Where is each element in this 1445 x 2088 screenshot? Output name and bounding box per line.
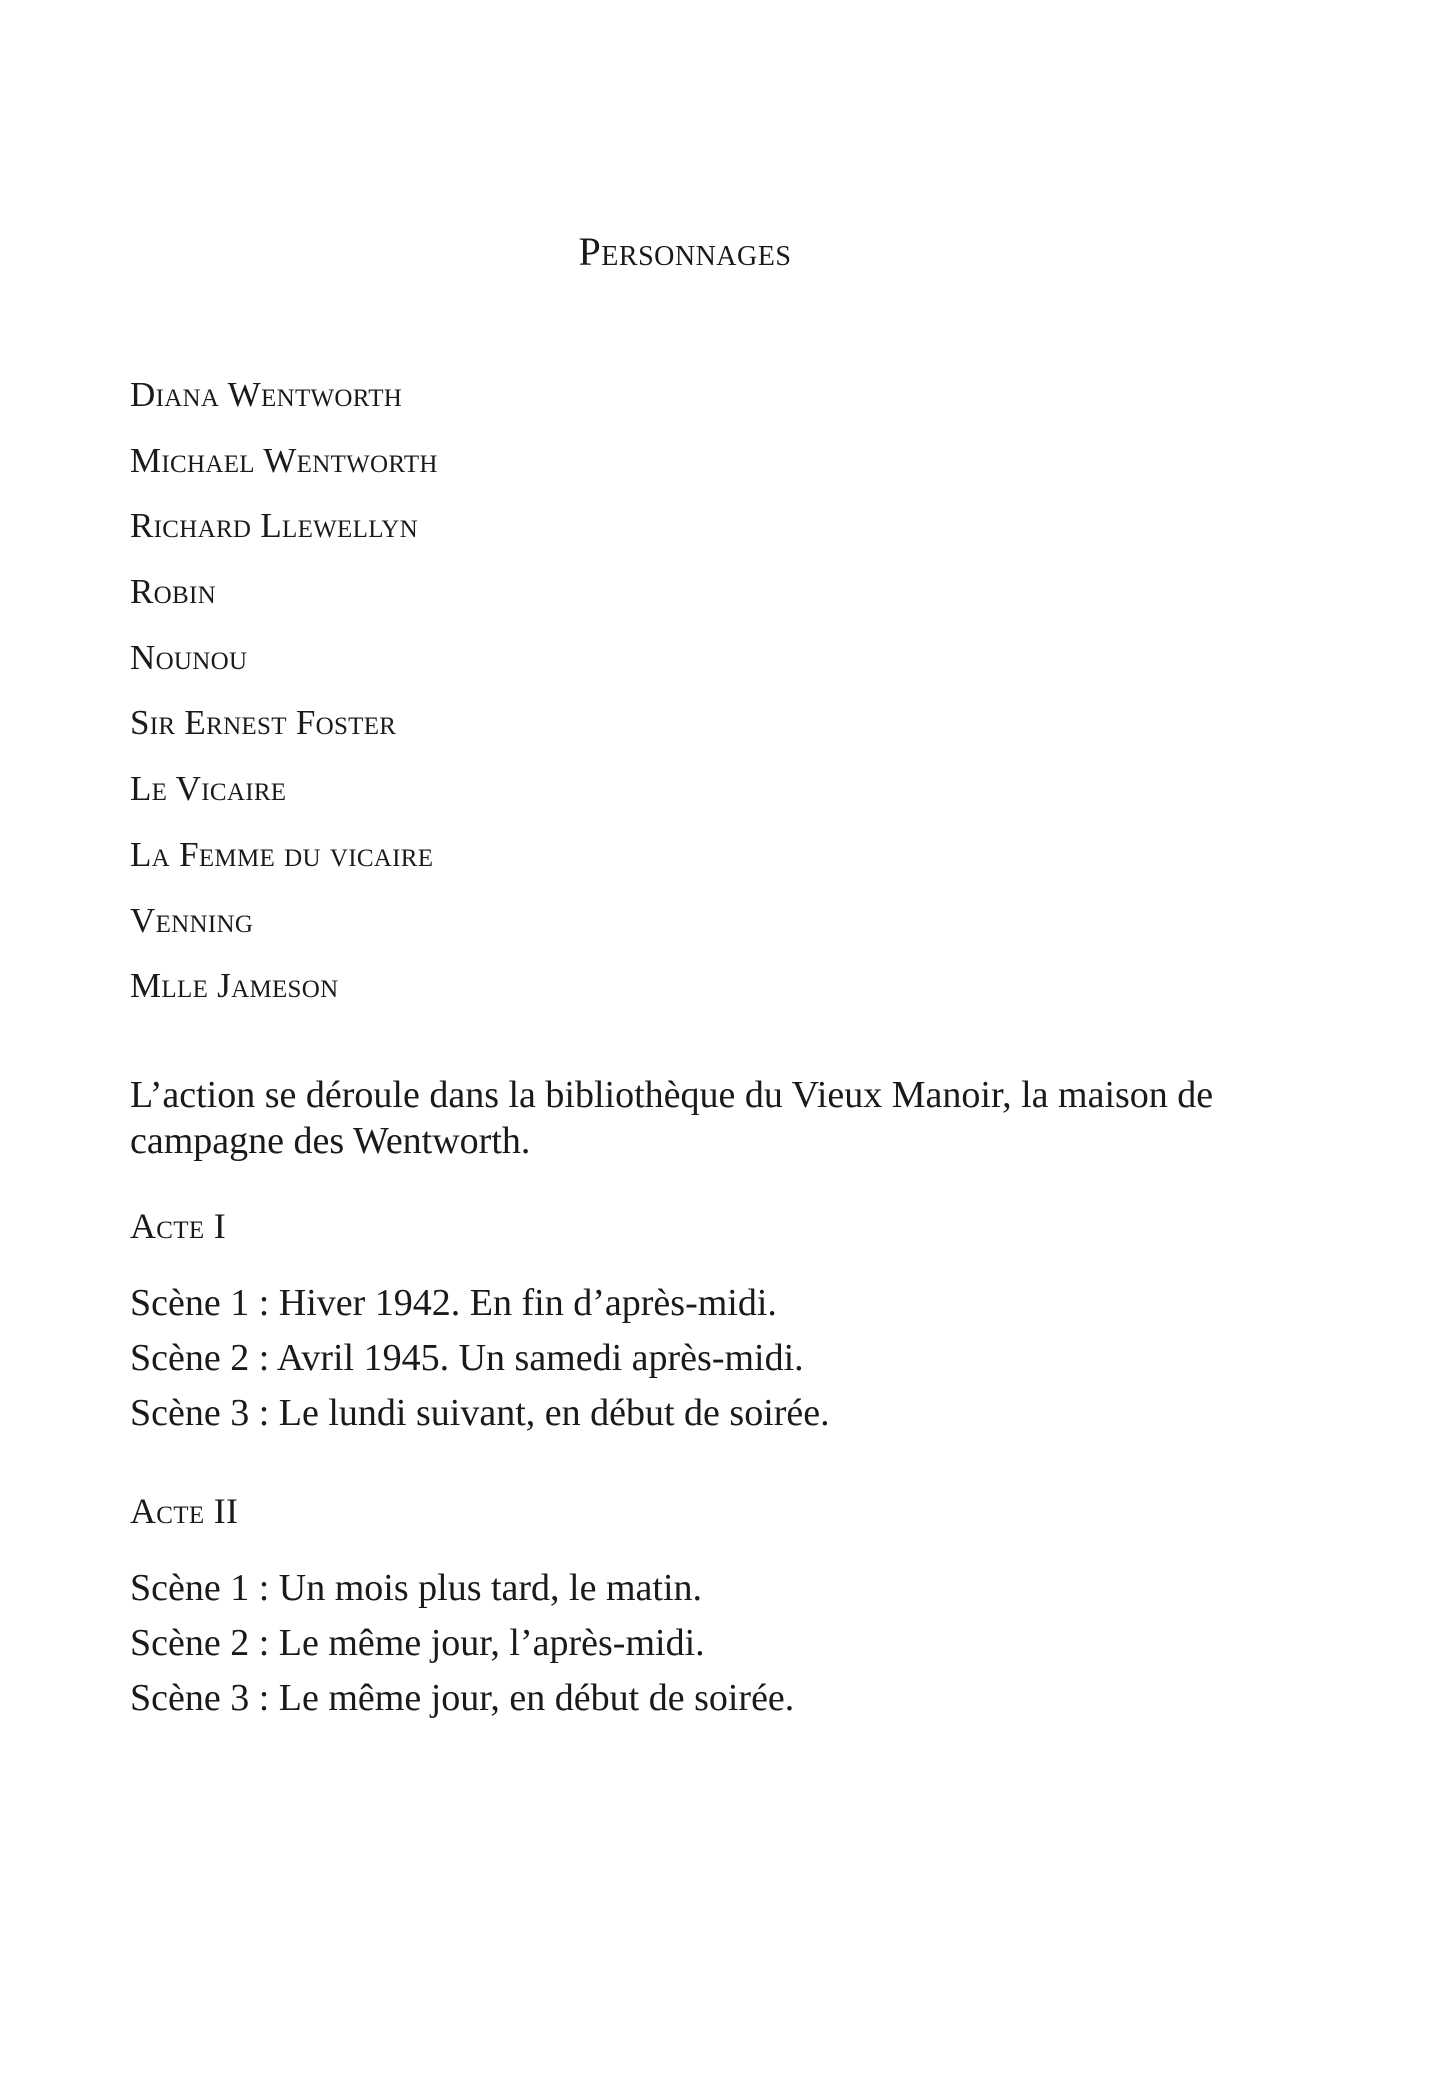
character-name: Mlle Jameson	[130, 966, 339, 1006]
setting-description: L’action se déroule dans la bibliothèque du Vieux Manoir, la maison de campagne des Wentworth.	[130, 1074, 1214, 1162]
scene-item: Scène 3 : Le lundi suivant, en début de soirée.	[130, 1392, 830, 1434]
scene-list	[130, 1276, 830, 1441]
scene-item: Scène 2 : Avril 1945. Un samedi après-midi.	[130, 1337, 804, 1379]
character-name: Robin	[130, 572, 216, 612]
scene-item: Scène 1 : Hiver 1942. En fin d’après-midi.	[130, 1282, 777, 1324]
character-name: Michael Wentworth	[130, 440, 438, 480]
character-name: Richard Llewellyn	[130, 506, 418, 546]
scene-item: Scène 2 : Le même jour, l’après-midi.	[130, 1622, 705, 1664]
character-name: Sir Ernest Foster	[130, 703, 397, 743]
scene-item: Scène 3 : Le même jour, en début de soirée.	[130, 1677, 795, 1719]
character-name: La Femme du vicaire	[130, 834, 434, 874]
character-name: Le Vicaire	[130, 769, 287, 809]
act-heading: Acte II	[130, 1491, 239, 1531]
act-heading: Acte I	[130, 1206, 227, 1246]
page-title: Personnages	[578, 229, 792, 274]
scene-list	[130, 1561, 794, 1726]
character-name: Diana Wentworth	[130, 375, 403, 414]
scene-item: Scène 1 : Un mois plus tard, le matin.	[130, 1567, 703, 1609]
character-name: Venning	[130, 900, 254, 940]
character-list	[130, 370, 438, 1027]
character-name: Nounou	[130, 637, 248, 677]
